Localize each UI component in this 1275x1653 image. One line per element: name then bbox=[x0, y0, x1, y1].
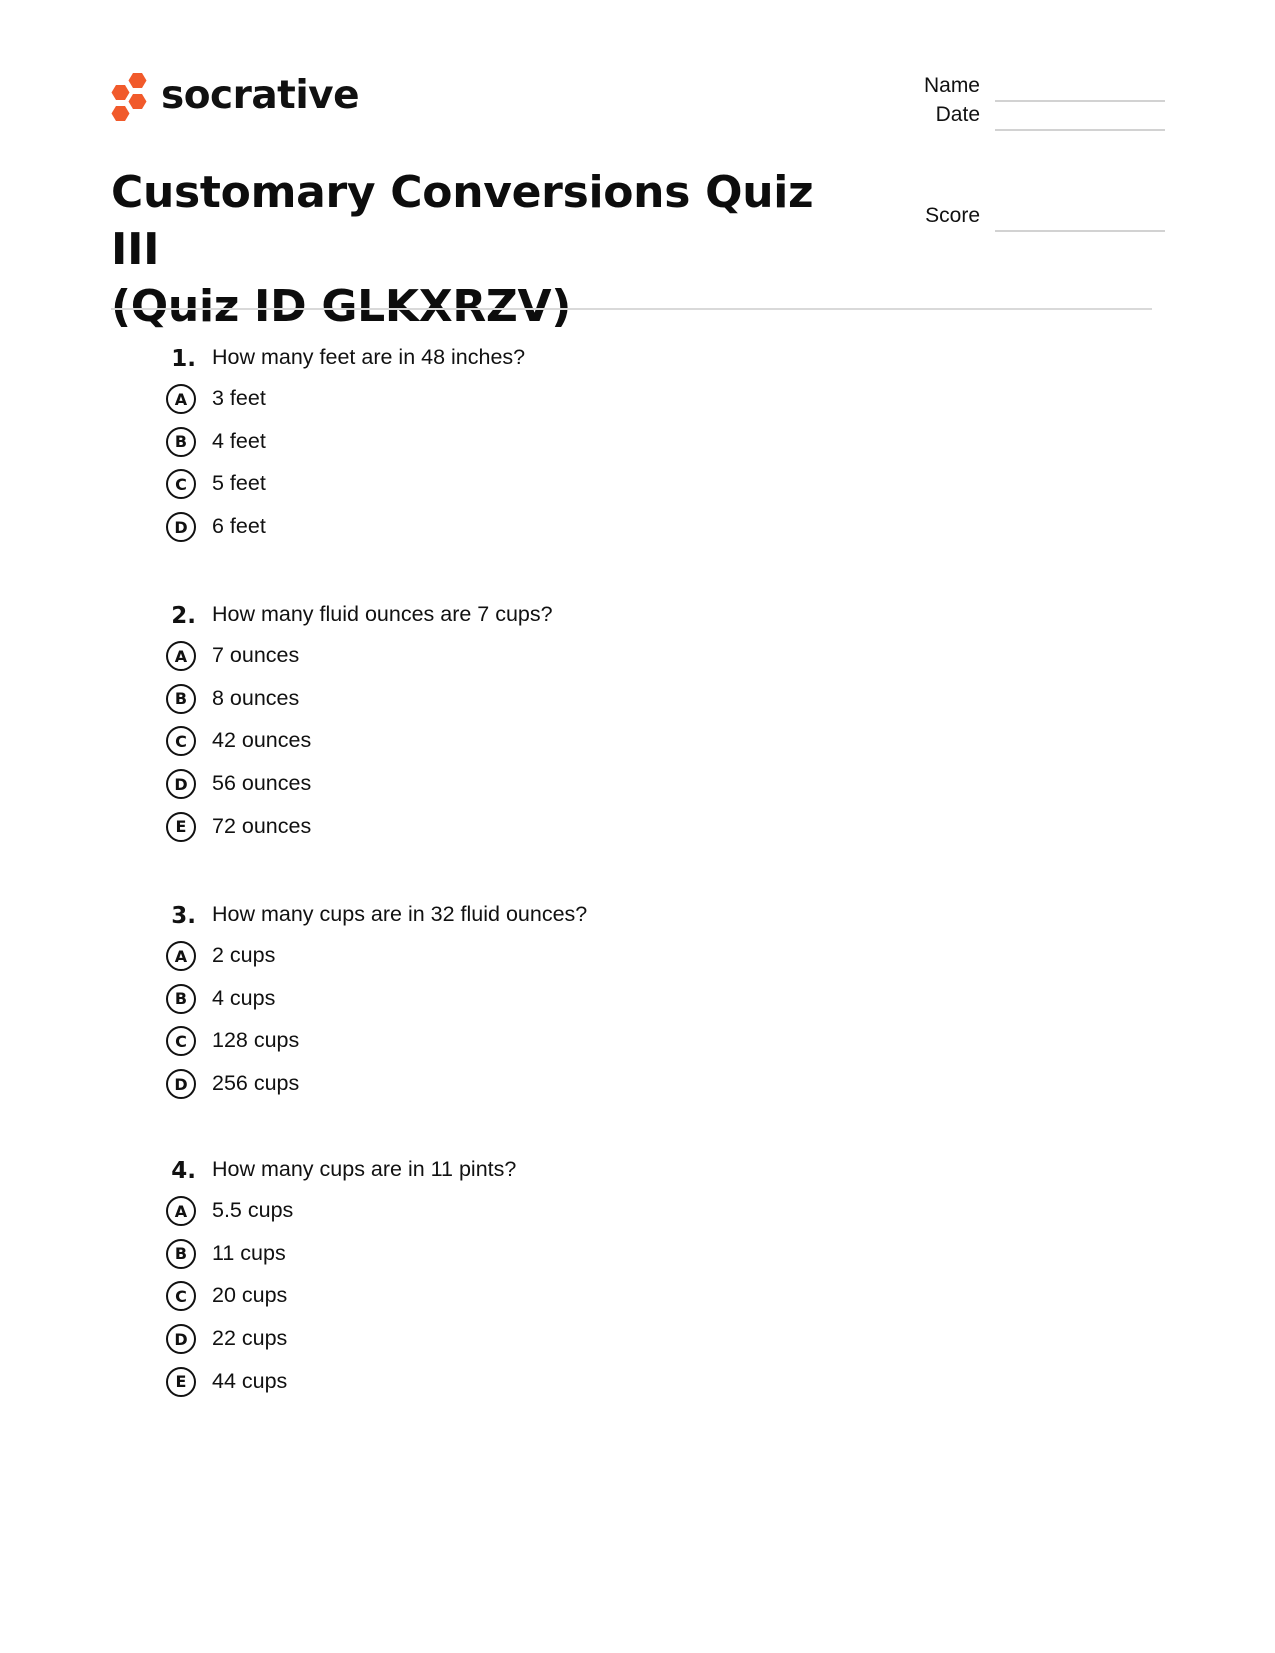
name-field[interactable] bbox=[880, 72, 1165, 102]
option-bubble-c[interactable]: C bbox=[166, 1026, 196, 1056]
score-field[interactable] bbox=[880, 202, 1165, 232]
question-3 bbox=[160, 897, 860, 1108]
option-b[interactable] bbox=[160, 1235, 860, 1278]
option-bubble-e[interactable]: E bbox=[166, 1367, 196, 1397]
question-text: How many feet are in 48 inches? bbox=[212, 345, 526, 369]
header-divider bbox=[111, 308, 1152, 310]
option-bubble-d[interactable]: D bbox=[166, 1069, 196, 1099]
option-b[interactable] bbox=[160, 680, 860, 723]
option-bubble-b[interactable]: B bbox=[166, 1239, 196, 1269]
option-bubble-b[interactable]: B bbox=[166, 684, 196, 714]
option-bubble-d[interactable]: D bbox=[166, 512, 196, 542]
option-e[interactable] bbox=[160, 1363, 860, 1406]
option-text: 20 cups bbox=[212, 1283, 288, 1308]
question-text: How many cups are in 32 fluid ounces? bbox=[212, 902, 588, 926]
option-text: 42 ounces bbox=[212, 728, 312, 753]
question-number: 1. bbox=[171, 346, 196, 372]
question-text: How many fluid ounces are 7 cups? bbox=[212, 602, 553, 626]
option-bubble-b[interactable]: B bbox=[166, 984, 196, 1014]
option-e[interactable] bbox=[160, 808, 860, 851]
socrative-logo bbox=[111, 72, 360, 122]
option-bubble-b[interactable]: B bbox=[166, 427, 196, 457]
option-text: 5.5 cups bbox=[212, 1198, 294, 1222]
score-input-line[interactable] bbox=[995, 230, 1165, 232]
option-bubble-c[interactable]: C bbox=[166, 1281, 196, 1311]
option-text: 5 feet bbox=[212, 471, 266, 496]
option-a[interactable] bbox=[160, 1192, 860, 1235]
option-c[interactable] bbox=[160, 1022, 860, 1065]
option-c[interactable] bbox=[160, 465, 860, 508]
option-bubble-d[interactable]: D bbox=[166, 1324, 196, 1354]
option-a[interactable] bbox=[160, 937, 860, 980]
question-number: 2. bbox=[171, 603, 196, 629]
option-text: 72 ounces bbox=[212, 813, 312, 838]
title-line-1: Customary Conversions Quiz III bbox=[111, 167, 814, 275]
option-text: 56 ounces bbox=[212, 771, 312, 796]
question-1 bbox=[160, 340, 860, 551]
question-4 bbox=[160, 1152, 860, 1405]
option-text: 2 cups bbox=[212, 943, 276, 967]
option-d[interactable] bbox=[160, 765, 860, 808]
option-a[interactable] bbox=[160, 637, 860, 680]
date-field[interactable] bbox=[880, 101, 1165, 131]
option-bubble-a[interactable]: A bbox=[166, 384, 196, 414]
option-text: 7 ounces bbox=[212, 643, 300, 667]
option-text: 4 cups bbox=[212, 985, 276, 1010]
option-text: 4 feet bbox=[212, 428, 266, 453]
title-line-2: (Quiz ID GLKXRZV) bbox=[111, 281, 572, 332]
option-bubble-c[interactable]: C bbox=[166, 469, 196, 499]
name-label: Name bbox=[923, 74, 980, 97]
option-a[interactable] bbox=[160, 380, 860, 423]
option-text: 11 cups bbox=[212, 1240, 286, 1265]
question-text: How many cups are in 11 pints? bbox=[212, 1157, 517, 1181]
score-label: Score bbox=[925, 204, 980, 227]
option-d[interactable] bbox=[160, 1065, 860, 1108]
brand-name: socrative bbox=[161, 73, 360, 118]
option-text: 6 feet bbox=[212, 514, 266, 539]
option-text: 22 cups bbox=[212, 1326, 288, 1351]
option-c[interactable] bbox=[160, 1277, 860, 1320]
option-text: 44 cups bbox=[212, 1368, 288, 1393]
date-input-line[interactable] bbox=[995, 129, 1165, 131]
option-text: 8 ounces bbox=[212, 685, 300, 710]
option-d[interactable] bbox=[160, 1320, 860, 1363]
hexagon-cluster-icon bbox=[111, 72, 151, 122]
option-c[interactable] bbox=[160, 722, 860, 765]
option-bubble-e[interactable]: E bbox=[166, 812, 196, 842]
question-number: 4. bbox=[171, 1158, 196, 1184]
question-number: 3. bbox=[171, 903, 196, 929]
option-text: 3 feet bbox=[212, 386, 266, 410]
option-bubble-c[interactable]: C bbox=[166, 726, 196, 756]
option-bubble-a[interactable]: A bbox=[166, 941, 196, 971]
question-2 bbox=[160, 597, 860, 850]
option-bubble-a[interactable]: A bbox=[166, 641, 196, 671]
option-d[interactable] bbox=[160, 508, 860, 551]
option-text: 128 cups bbox=[212, 1028, 300, 1053]
option-b[interactable] bbox=[160, 980, 860, 1023]
option-b[interactable] bbox=[160, 423, 860, 466]
date-label: Date bbox=[935, 103, 980, 126]
option-bubble-d[interactable]: D bbox=[166, 769, 196, 799]
option-bubble-a[interactable]: A bbox=[166, 1196, 196, 1226]
option-text: 256 cups bbox=[212, 1071, 300, 1096]
